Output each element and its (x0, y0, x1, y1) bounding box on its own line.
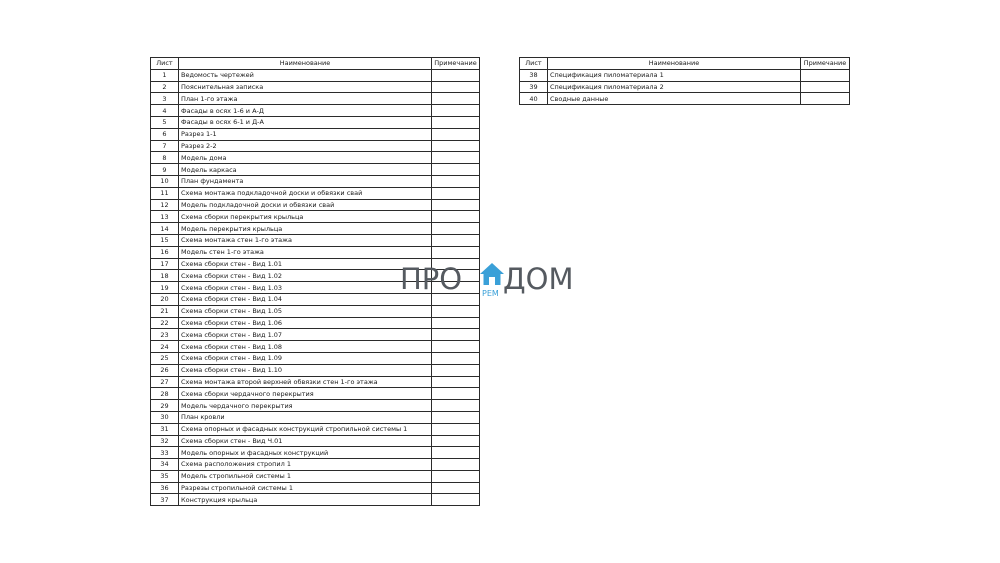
sheet-number-cell: 29 (151, 400, 179, 412)
sheet-name-cell: Схема сборки стен - Вид 1.03 (179, 282, 432, 294)
sheet-name-cell: Схема монтажа подкладочной доски и обвязки свай (179, 187, 432, 199)
sheet-name-cell: Сводные данные (548, 93, 801, 105)
sheet-number-cell: 1 (151, 69, 179, 81)
sheet-number-cell: 15 (151, 234, 179, 246)
sheet-note-cell (432, 376, 480, 388)
table-row (520, 93, 850, 105)
sheet-number-cell: 2 (151, 81, 179, 93)
sheet-number-cell: 22 (151, 317, 179, 329)
sheet-name-cell: План фундамента (179, 175, 432, 187)
table-row (151, 199, 480, 211)
sheet-name-cell: Фасады в осях 1-6 и А-Д (179, 105, 432, 117)
sheet-number-cell: 32 (151, 435, 179, 447)
sheet-number-cell: 17 (151, 258, 179, 270)
sheet-name-cell: Модель стропильной системы 1 (179, 470, 432, 482)
sheet-number-cell: 38 (520, 69, 548, 81)
sheet-name-cell: Разрезы стропильной системы 1 (179, 482, 432, 494)
table-row (151, 152, 480, 164)
logo-subtext: РЕМ (482, 289, 499, 298)
table-row (151, 128, 480, 140)
table-row (151, 459, 480, 471)
sheet-note-cell (801, 81, 850, 93)
sheet-number-cell: 28 (151, 388, 179, 400)
table-row (520, 81, 850, 93)
table-row (151, 317, 480, 329)
table-row (151, 81, 480, 93)
sheet-name-cell: Схема сборки стен - Вид 1.10 (179, 364, 432, 376)
sheet-name-cell: Модель чердачного перекрытия (179, 400, 432, 412)
sheet-name-cell: Схема опорных и фасадных конструкций стропильной системы 1 (179, 423, 432, 435)
table-row (151, 69, 480, 81)
header-note: Примечание (801, 58, 850, 70)
logo-text-left: ПРО (400, 262, 463, 296)
header-sheet: Лист (151, 58, 179, 70)
table-row (151, 234, 480, 246)
sheet-note-cell (432, 352, 480, 364)
sheet-note-cell (432, 470, 480, 482)
sheet-name-cell: Фасады в осях 6-1 и Д-А (179, 116, 432, 128)
sheet-note-cell (432, 482, 480, 494)
sheet-note-cell (432, 234, 480, 246)
logo-text-right: ДОМ (503, 262, 574, 296)
table-row (151, 116, 480, 128)
sheet-number-cell: 20 (151, 293, 179, 305)
sheet-name-cell: Схема сборки стен - Вид 1.09 (179, 352, 432, 364)
table-row (151, 494, 480, 506)
sheet-number-cell: 21 (151, 305, 179, 317)
sheet-note-cell (432, 329, 480, 341)
sheet-number-cell: 37 (151, 494, 179, 506)
sheet-name-cell: Схема сборки стен - Вид 1.08 (179, 341, 432, 353)
sheet-name-cell: Схема сборки стен - Вид 1.07 (179, 329, 432, 341)
table-row (151, 364, 480, 376)
sheet-note-cell (432, 128, 480, 140)
sheet-note-cell (432, 341, 480, 353)
sheet-note-cell (432, 211, 480, 223)
sheet-number-cell: 9 (151, 164, 179, 176)
sheet-number-cell: 10 (151, 175, 179, 187)
sheet-name-cell: Спецификация пиломатериала 1 (548, 69, 801, 81)
sheet-name-cell: Конструкция крыльца (179, 494, 432, 506)
sheet-name-cell: Спецификация пиломатериала 2 (548, 81, 801, 93)
sheet-name-cell: План 1-го этажа (179, 93, 432, 105)
sheet-number-cell: 13 (151, 211, 179, 223)
sheet-note-cell (432, 164, 480, 176)
sheet-number-cell: 19 (151, 282, 179, 294)
sheet-note-cell (432, 152, 480, 164)
sheet-name-cell: Схема монтажа стен 1-го этажа (179, 234, 432, 246)
sheet-note-cell (432, 105, 480, 117)
sheet-name-cell: Модель дома (179, 152, 432, 164)
sheet-name-cell: Модель опорных и фасадных конструкций (179, 447, 432, 459)
header-sheet: Лист (520, 58, 548, 70)
sheet-number-cell: 4 (151, 105, 179, 117)
sheet-number-cell: 26 (151, 364, 179, 376)
table-row (151, 164, 480, 176)
pro-dom-logo (400, 262, 600, 304)
table-row (151, 140, 480, 152)
header-name: Наименование (179, 58, 432, 70)
sheet-name-cell: Схема сборки стен - Вид 1.01 (179, 258, 432, 270)
sheet-number-cell: 5 (151, 116, 179, 128)
table-row (151, 175, 480, 187)
sheet-name-cell: Модель перекрытия крыльца (179, 223, 432, 235)
sheet-number-cell: 36 (151, 482, 179, 494)
sheet-note-cell (432, 199, 480, 211)
table-header-row (520, 58, 850, 70)
sheet-note-cell (432, 423, 480, 435)
table-row (151, 435, 480, 447)
sheet-note-cell (432, 400, 480, 412)
sheet-note-cell (801, 69, 850, 81)
table-row (151, 341, 480, 353)
sheet-name-cell: Пояснительная записка (179, 81, 432, 93)
table-row (151, 411, 480, 423)
sheet-name-cell: Схема сборки стен - Вид 1.02 (179, 270, 432, 282)
table-row (151, 470, 480, 482)
sheet-name-cell: Схема сборки стен - Вид 1.05 (179, 305, 432, 317)
table-row (151, 246, 480, 258)
sheet-number-cell: 23 (151, 329, 179, 341)
sheet-note-cell (432, 69, 480, 81)
sheet-note-cell (432, 459, 480, 471)
sheet-number-cell: 30 (151, 411, 179, 423)
table-row (151, 223, 480, 235)
sheet-note-cell (432, 140, 480, 152)
header-name: Наименование (548, 58, 801, 70)
table-row (151, 400, 480, 412)
header-note: Примечание (432, 58, 480, 70)
sheet-name-cell: Схема монтажа второй верхней обвязки стен 1-го этажа (179, 376, 432, 388)
sheet-name-cell: План кровли (179, 411, 432, 423)
table-body-right (520, 69, 850, 104)
table-row (151, 211, 480, 223)
table-row (151, 187, 480, 199)
sheet-number-cell: 34 (151, 459, 179, 471)
sheet-note-cell (432, 494, 480, 506)
sheet-number-cell: 16 (151, 246, 179, 258)
sheet-number-cell: 31 (151, 423, 179, 435)
sheet-note-cell (432, 116, 480, 128)
table-row (151, 352, 480, 364)
sheet-name-cell: Схема сборки стен - Вид Ч.01 (179, 435, 432, 447)
sheet-name-cell: Разрез 1-1 (179, 128, 432, 140)
sheet-note-cell (432, 364, 480, 376)
sheet-name-cell: Модель стен 1-го этажа (179, 246, 432, 258)
sheet-note-cell (432, 435, 480, 447)
table-row (151, 423, 480, 435)
sheet-name-cell: Схема сборки стен - Вид 1.04 (179, 293, 432, 305)
sheet-number-cell: 24 (151, 341, 179, 353)
sheet-number-cell: 35 (151, 470, 179, 482)
sheet-note-cell (432, 187, 480, 199)
sheet-name-cell: Модель каркаса (179, 164, 432, 176)
sheet-number-cell: 25 (151, 352, 179, 364)
table-row (151, 93, 480, 105)
sheet-number-cell: 33 (151, 447, 179, 459)
sheet-name-cell: Модель подкладочной доски и обвязки свай (179, 199, 432, 211)
table-row (151, 329, 480, 341)
sheet-note-cell (432, 411, 480, 423)
table-header-row (151, 58, 480, 70)
sheet-number-cell: 3 (151, 93, 179, 105)
sheet-note-cell (801, 93, 850, 105)
sheet-number-cell: 6 (151, 128, 179, 140)
sheet-note-cell (432, 93, 480, 105)
sheet-note-cell (432, 317, 480, 329)
sheet-name-cell: Схема сборки перекрытия крыльца (179, 211, 432, 223)
sheet-name-cell: Схема сборки стен - Вид 1.06 (179, 317, 432, 329)
sheet-name-cell: Разрез 2-2 (179, 140, 432, 152)
table-row (151, 305, 480, 317)
sheet-name-cell: Схема расположения стропил 1 (179, 459, 432, 471)
sheet-number-cell: 12 (151, 199, 179, 211)
table-row (151, 482, 480, 494)
house-icon (479, 262, 505, 286)
sheet-number-cell: 40 (520, 93, 548, 105)
sheet-number-cell: 14 (151, 223, 179, 235)
sheet-note-cell (432, 223, 480, 235)
sheet-number-cell: 18 (151, 270, 179, 282)
table-row (151, 388, 480, 400)
sheet-note-cell (432, 246, 480, 258)
sheet-number-cell: 7 (151, 140, 179, 152)
sheet-number-cell: 39 (520, 81, 548, 93)
sheet-note-cell (432, 447, 480, 459)
sheet-number-cell: 8 (151, 152, 179, 164)
sheet-note-cell (432, 388, 480, 400)
sheet-name-cell: Схема сборки чердачного перекрытия (179, 388, 432, 400)
sheet-name-cell: Ведомость чертежей (179, 69, 432, 81)
table-row (151, 105, 480, 117)
sheet-number-cell: 11 (151, 187, 179, 199)
sheet-number-cell: 27 (151, 376, 179, 388)
sheet-note-cell (432, 81, 480, 93)
drawings-list-table-right (519, 57, 850, 105)
sheet-note-cell (432, 305, 480, 317)
table-row (520, 69, 850, 81)
table-row (151, 447, 480, 459)
table-row (151, 376, 480, 388)
sheet-note-cell (432, 175, 480, 187)
